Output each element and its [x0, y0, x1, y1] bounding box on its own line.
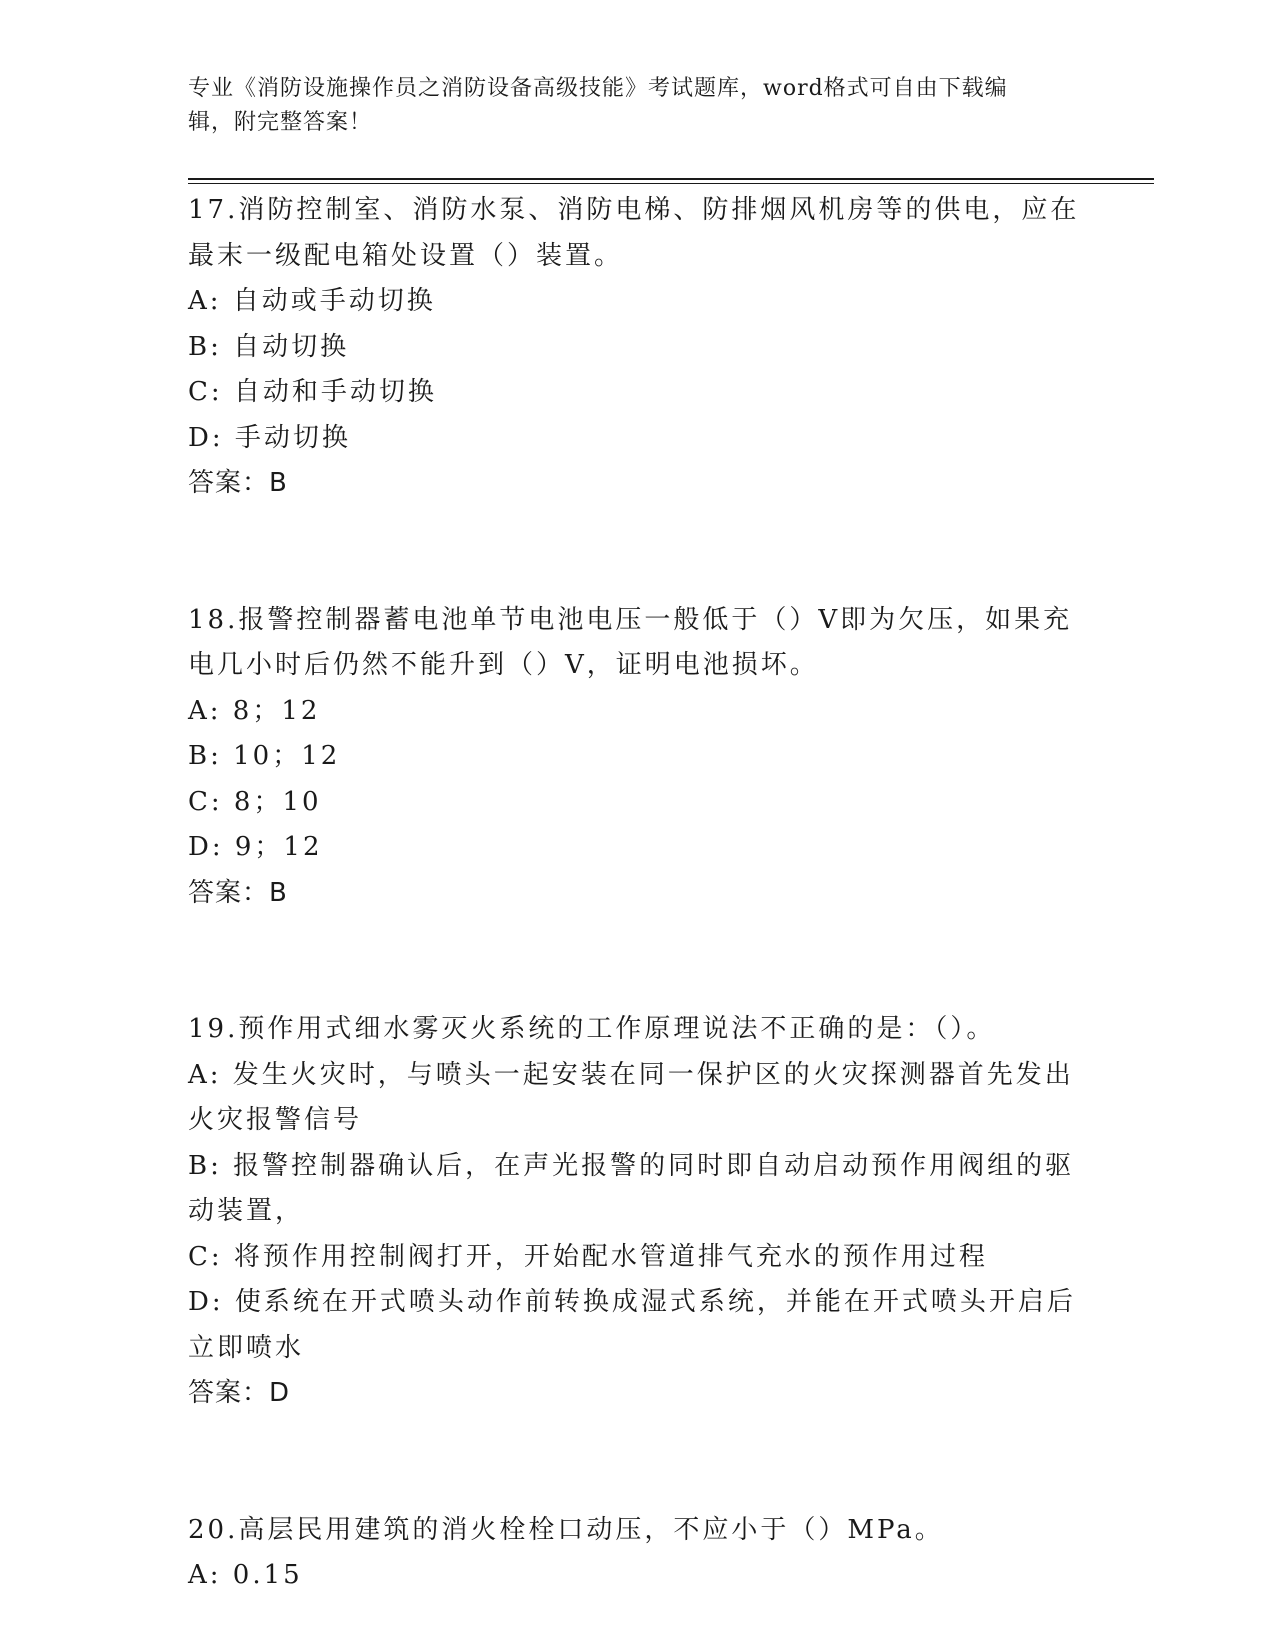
option-a: A: 0.15 — [188, 1560, 303, 1590]
question-stem-line: 电几小时后仍然不能升到（）V，证明电池损坏。 — [188, 650, 819, 680]
option-c: C: 8；10 — [188, 786, 322, 817]
header-line-2: 辑，附完整答案！ — [188, 110, 373, 135]
document-header — [188, 72, 1088, 140]
option-d: D: 使系统在开式喷头动作前转换成湿式系统，并能在开式喷头开启后 — [188, 1287, 1076, 1317]
option-a: A: 发生火灾时，与喷头一起安装在同一保护区的火灾探测器首先发出 — [188, 1059, 1074, 1090]
header-divider-thin — [188, 183, 1154, 184]
question-stem-line: 20.高层民用建筑的消火栓栓口动压，不应小于（）MPa。 — [188, 1514, 944, 1545]
option-b-continued: 动装置， — [188, 1196, 305, 1226]
option-d: D: 9；12 — [188, 832, 323, 862]
question-18 — [188, 598, 1088, 917]
option-b: B: 自动切换 — [188, 331, 350, 362]
option-a: A: 8；12 — [188, 695, 321, 726]
answer-line: 答案：B — [188, 468, 288, 498]
option-b: B: 10；12 — [188, 741, 341, 771]
question-17 — [188, 188, 1088, 507]
option-d: D: 手动切换 — [188, 422, 351, 453]
answer-line: 答案：B — [188, 877, 288, 908]
question-stem-line: 17.消防控制室、消防水泵、消防电梯、防排烟风机房等的供电，应在 — [188, 195, 1080, 225]
option-c: C: 自动和手动切换 — [188, 377, 437, 407]
question-stem-line: 19.预作用式细水雾灭火系统的工作原理说法不正确的是：（）。 — [188, 1014, 996, 1044]
question-19 — [188, 1007, 1088, 1417]
question-stem-line: 18.报警控制器蓄电池单节电池电压一般低于（）V即为欠压，如果充 — [188, 604, 1073, 635]
question-spacer — [188, 507, 1088, 598]
option-b: B: 报警控制器确认后，在声光报警的同时即自动启动预作用阀组的驱 — [188, 1150, 1075, 1181]
header-line-1: 专业《消防设施操作员之消防设备高级技能》考试题库，word格式可自由下载编 — [188, 76, 1008, 101]
question-spacer — [188, 916, 1088, 1007]
option-d-continued: 立即喷水 — [188, 1332, 305, 1363]
option-a: A: 自动或手动切换 — [188, 286, 436, 316]
question-stem-line: 最末一级配电箱处设置（）装置。 — [188, 240, 624, 271]
option-a-continued: 火灾报警信号 — [188, 1105, 363, 1135]
header-divider-thick — [188, 178, 1154, 180]
option-c: C: 将预作用控制阀打开，开始配水管道排气充水的预作用过程 — [188, 1241, 988, 1272]
answer-line: 答案：D — [188, 1378, 291, 1408]
question-20 — [188, 1508, 1088, 1599]
question-list — [188, 188, 1088, 1599]
question-spacer — [188, 1417, 1088, 1508]
